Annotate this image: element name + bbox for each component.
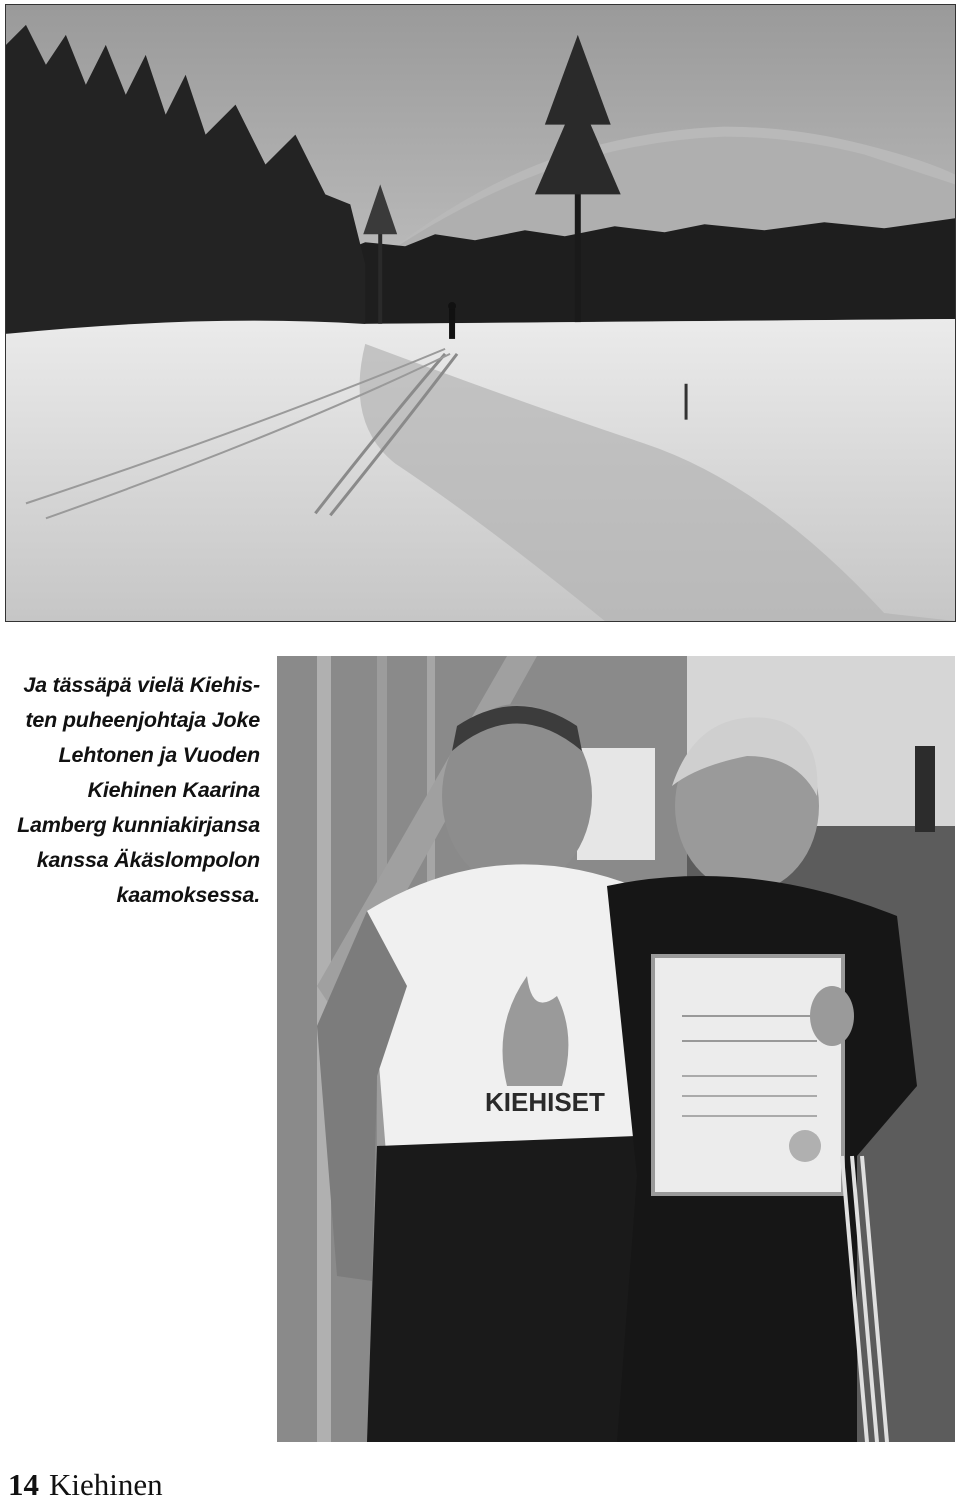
page-footer (8, 1466, 163, 1504)
caption-line: Lamberg kunniakirjansa (17, 813, 260, 837)
caption-line: kaamoksessa. (116, 883, 260, 907)
caption-line: Lehtonen ja Vuoden (58, 743, 260, 767)
caption-line: kanssa Äkäslompolon (36, 848, 260, 872)
award-certificate-photo (277, 656, 955, 1442)
caption-line: Ja tässäpä vielä Kiehis- (23, 673, 260, 697)
photo-caption (8, 668, 260, 913)
landscape-image (6, 5, 955, 621)
publication-name: Kiehinen (49, 1467, 163, 1502)
ski-track-landscape-photo (5, 4, 956, 622)
caption-line: ten puheenjohtaja Joke (25, 708, 260, 732)
caption-line: Kiehinen Kaarina (87, 778, 260, 802)
page-number: 14 (8, 1467, 39, 1502)
people-image (277, 656, 955, 1442)
shirt-print-text: KIEHISET (485, 1087, 605, 1117)
